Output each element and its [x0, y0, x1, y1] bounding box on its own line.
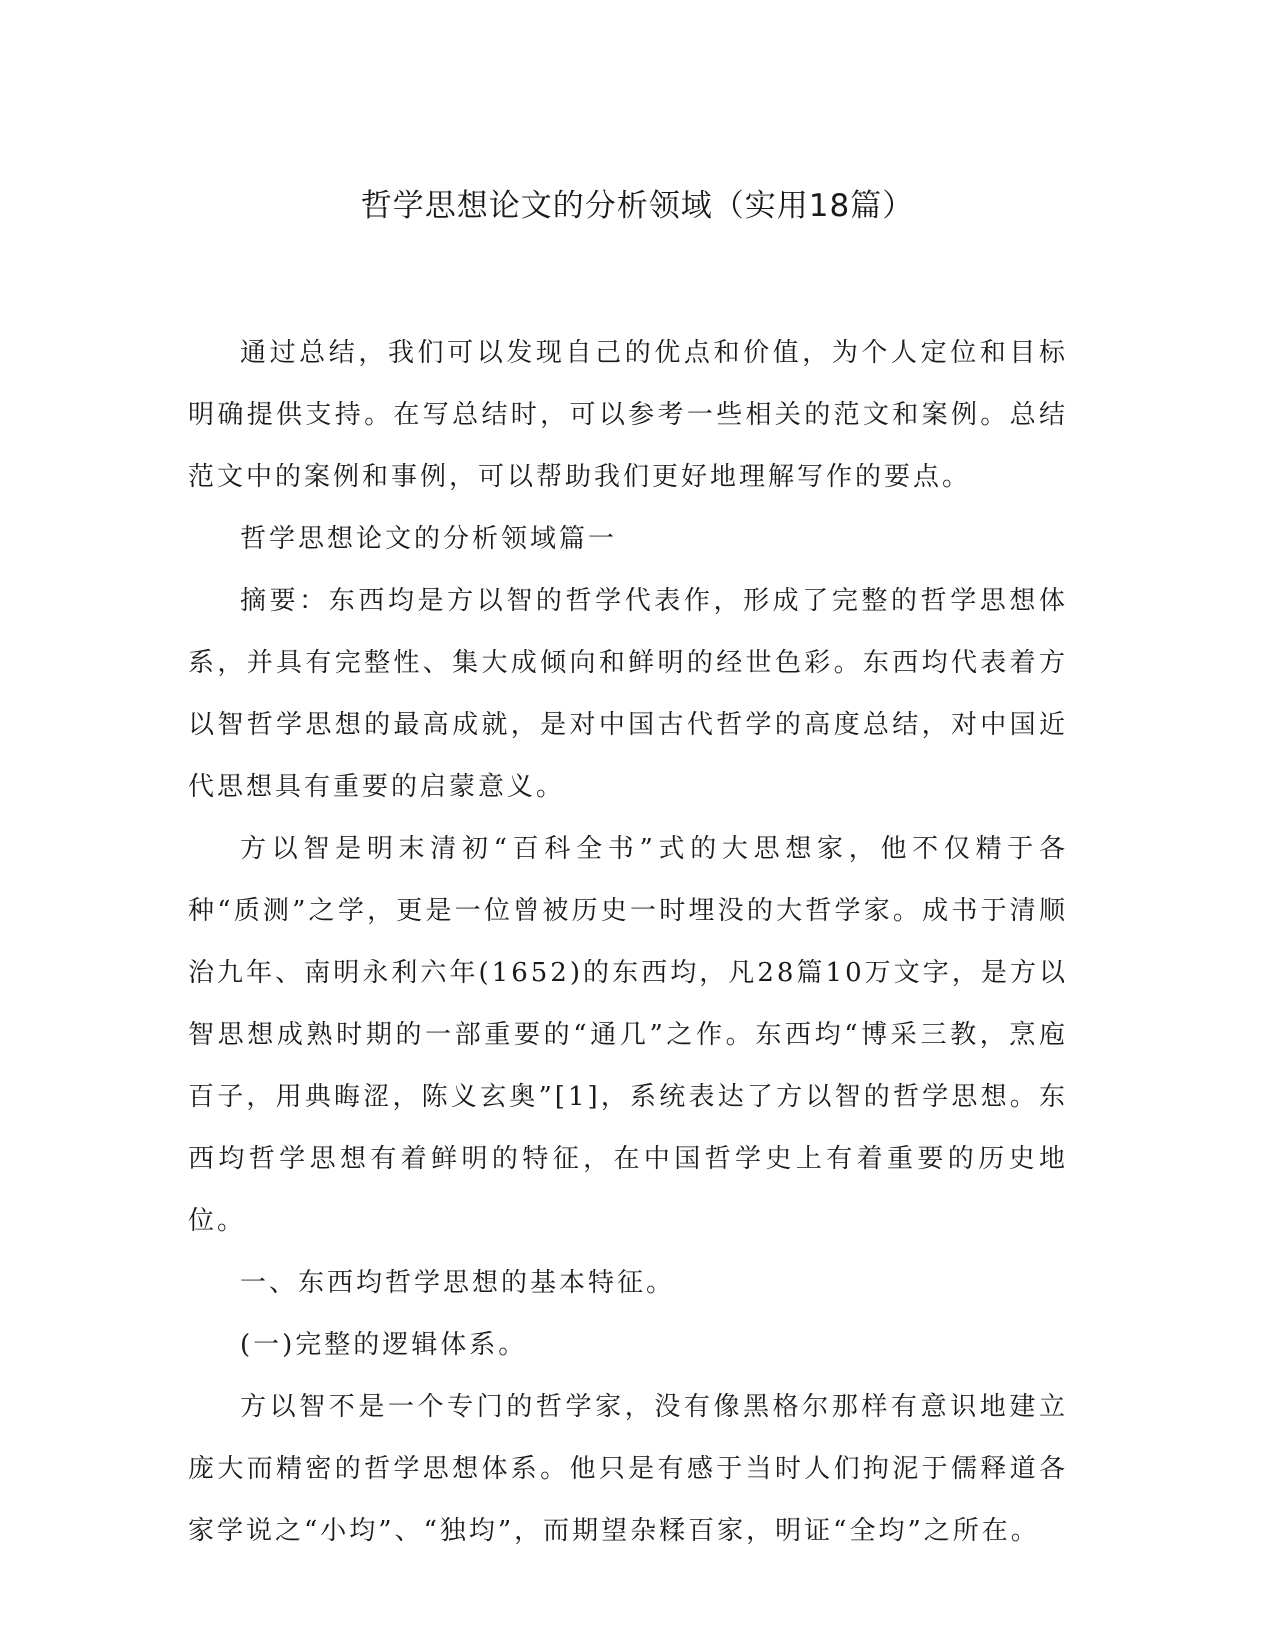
- section-heading: 一、东西均哲学思想的基本特征。: [240, 1268, 676, 1298]
- document-body: [188, 322, 1068, 1562]
- intro-paragraph: 通过总结，我们可以发现自己的优点和价值，为个人定位和目标明确提供支持。在写总结时，可以参考一些相关的范文和案例。总结范文中的案例和事例，可以帮助我们更好地理解写作的要点。: [188, 338, 1068, 492]
- body-paragraph: 方以智是明末清初“百科全书”式的大思想家，他不仅精于各种“质测”之学，更是一位曾被历史一时埋没的大哲学家。成书于清顺治九年、南明永利六年(1652)的东西均，凡28篇10万文字，是方以智思想成熟时期的一部重要的“通几”之作。东西均“博采三教，烹庖百子，用典晦涩，陈义玄奥”[1]，系统表达了方以智的哲学思想。东西均哲学思想有着鲜明的特征，在中国哲学史上有着重要的历史地位。: [188, 834, 1068, 1236]
- abstract-paragraph: 摘要：东西均是方以智的哲学代表作，形成了完整的哲学思想体系，并具有完整性、集大成倾向和鲜明的经世色彩。东西均代表着方以智哲学思想的最高成就，是对中国古代哲学的高度总结，对中国近代思想具有重要的启蒙意义。: [188, 586, 1068, 802]
- document-title: 哲学思想论文的分析领域（实用18篇）: [360, 188, 915, 224]
- section-heading-part-one: 哲学思想论文的分析领域篇一: [240, 524, 618, 554]
- body-paragraph: 方以智不是一个专门的哲学家，没有像黑格尔那样有意识地建立庞大而精密的哲学思想体系。他只是有感于当时人们拘泥于儒释道各家学说之“小均”、“独均”，而期望杂糅百家，明证“全均”之所在。: [188, 1392, 1068, 1546]
- subsection-heading: (一)完整的逻辑体系。: [240, 1330, 528, 1360]
